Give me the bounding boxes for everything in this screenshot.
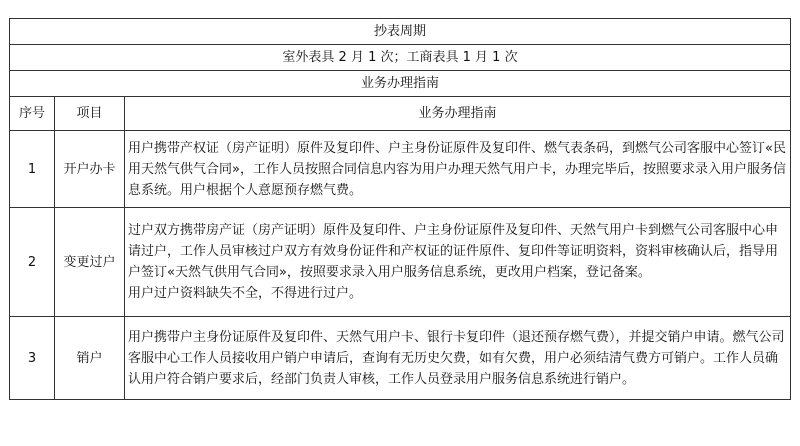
title-row — [10, 19, 791, 45]
row-item: 开户办卡 — [55, 131, 125, 208]
table-row — [10, 131, 791, 208]
business-guide-table — [9, 18, 791, 400]
guide-text: 用户过户资料缺失不全，不得进行过户。 — [128, 286, 363, 301]
row-item: 变更过户 — [55, 208, 125, 317]
section-row — [10, 71, 791, 97]
section-title: 业务办理指南 — [10, 71, 791, 97]
row-number: 2 — [10, 208, 55, 317]
guide-text: 用户携带户主身份证原件及复印件、天然气用户卡、银行卡复印件（退还预存燃气费），并提交销户申请。燃气公司客服中心工作人员接收用户销户申请后，查询有无历史欠费，如有欠费，用户必须结清气费方可销户。工作人员确认用户符合销户要求后，经部门负责人审核，工作人员登录用户服务信息系统进行销户。 — [128, 329, 785, 387]
header-row — [10, 97, 791, 131]
table-row — [10, 317, 791, 400]
reading-cycle: 室外表具 2 月 1 次；工商表具 1 月 1 次 — [10, 45, 791, 71]
header-guide: 业务办理指南 — [125, 97, 791, 131]
row-guide — [125, 131, 791, 208]
table-row — [10, 208, 791, 317]
row-item: 销户 — [55, 317, 125, 400]
row-number: 1 — [10, 131, 55, 208]
header-no: 序号 — [10, 97, 55, 131]
row-guide — [125, 208, 791, 317]
table-title: 抄表周期 — [10, 19, 791, 45]
row-guide — [125, 317, 791, 400]
guide-text: 用户携带产权证（房产证明）原件及复印件、户主身份证原件及复印件、燃气表条码，到燃气公司客服中心签订«民用天然气供气合同»，工作人员按照合同信息内容为用户办理天然气用户卡，办理完毕后，按照要求录入用户服务信息系统。用户根据个人意愿预存燃气费。 — [128, 140, 786, 198]
row-number: 3 — [10, 317, 55, 400]
cycle-row — [10, 45, 791, 71]
guide-text: 过户双方携带房产证（房产证明）原件及复印件、户主身份证原件及复印件、天然气用户卡到燃气公司客服中心申请过户，工作人员审核过户双方有效身份证件和产权证的证件原件、复印件等证明资料，资料审核确认后，指导用户签订«天然气供用气合同»，按照要求录入用户服务信息系统，更改用户档案，登记备案。 — [128, 223, 779, 280]
header-item: 项目 — [55, 97, 125, 131]
